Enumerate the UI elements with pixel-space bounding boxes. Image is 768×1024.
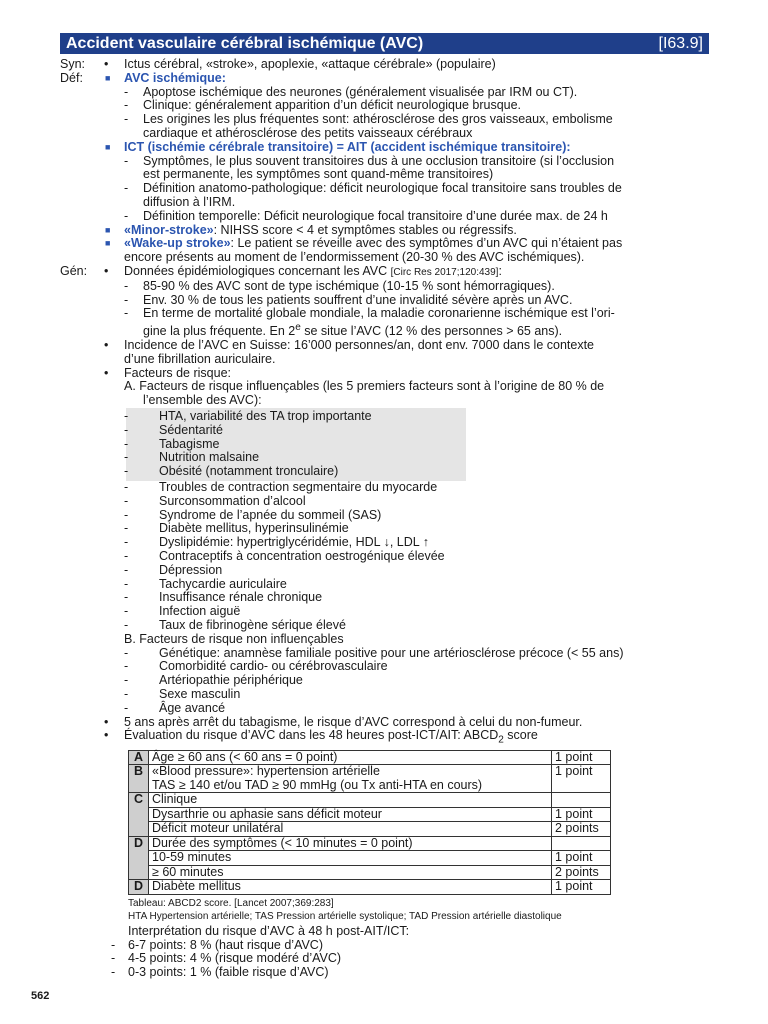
square-bullet-icon: ■ — [105, 224, 111, 235]
page-title: Accident vasculaire cérébral ischémique (AVC) — [66, 35, 424, 52]
bullet: • — [104, 728, 109, 743]
square-bullet-icon: ■ — [105, 238, 111, 249]
row-desc: Âge ≥ 60 ans (< 60 ans = 0 point) — [149, 750, 552, 765]
dash: - — [124, 450, 129, 465]
table-row — [129, 880, 611, 895]
row-desc: Déficit moteur unilatéral — [149, 822, 552, 837]
list-item: Dyslipidémie: hypertriglycéridémie, HDL ↓, LDL ↑ — [159, 535, 429, 550]
row-desc — [149, 765, 552, 793]
dash: - — [124, 700, 129, 715]
list-item-cont: diffusion à l’IRM. — [143, 194, 236, 209]
eval-text: Évaluation du risque d’AVC dans les 48 heures post-ICT/AIT: ABCD — [124, 728, 499, 743]
epi-ref: [Circ Res 2017;120:439] — [390, 266, 499, 278]
avc-title: AVC ischémique: — [124, 70, 226, 85]
epi-text: Données épidémiologiques concernant les AVC — [124, 263, 391, 278]
row-points — [552, 793, 611, 808]
dash: - — [124, 549, 129, 564]
dash: - — [124, 153, 129, 168]
table-row — [129, 750, 611, 765]
bullet: • — [104, 338, 109, 353]
row-letter-empty — [129, 865, 149, 880]
row-letter: C — [129, 793, 149, 808]
minor-stroke-title: «Minor-stroke» — [124, 222, 214, 237]
dash: - — [124, 507, 129, 522]
list-item: HTA, variabilité des TA trop importante — [159, 409, 372, 424]
dash: - — [124, 464, 129, 479]
row-desc: Clinique — [149, 793, 552, 808]
dash: - — [124, 409, 129, 424]
table-row — [129, 807, 611, 822]
eval-subscript: 2 — [498, 734, 504, 746]
title-bar — [60, 33, 709, 54]
dash: - — [124, 535, 129, 550]
row-points: 1 point — [552, 851, 611, 866]
list-item: Définition anatomo-pathologique: déficit neurologique focal transitoire sans troubles de — [143, 181, 622, 196]
dash: - — [124, 181, 129, 196]
minor-stroke-text: : NIHSS score < 4 et symptômes stables ou régressifs. — [213, 222, 517, 237]
dash: - — [124, 687, 129, 702]
list-item: Contraceptifs à concentration oestrogénique élevée — [159, 549, 445, 564]
dash: - — [124, 292, 129, 307]
list-item: Infection aiguë — [159, 604, 241, 619]
square-bullet-icon: ■ — [105, 72, 111, 83]
list-item-cont: gine la plus fréquente. En 2 — [143, 324, 296, 339]
row-desc-line2: TAS ≥ 140 et/ou TAD ≥ 90 mmHg (ou Tx anti-HTA en cours) — [152, 777, 483, 792]
list-item: Artériopathie périphérique — [159, 673, 303, 688]
row-desc-line1: «Blood pressure»: hypertension artérielle — [152, 764, 380, 779]
label-gen: Gén: — [60, 263, 88, 278]
list-item: Syndrome de l’apnée du sommeil (SAS) — [159, 507, 382, 522]
list-item: Les origines les plus fréquentes sont: athérosclérose des gros vaisseaux, embolisme — [143, 112, 613, 127]
list-item-cont: se situe l’AVC (12 % des personnes > 65 ans). — [300, 324, 563, 339]
list-item: Sédentarité — [159, 422, 223, 437]
table-row — [129, 865, 611, 880]
epi-colon: : — [498, 263, 502, 278]
list-item: Tabagisme — [159, 436, 220, 451]
row-desc: 10-59 minutes — [149, 851, 552, 866]
dash: - — [124, 208, 129, 223]
list-item: Env. 30 % de tous les patients souffrent d’une invalidité sévère après un AVC. — [143, 292, 573, 307]
incidence-text: Incidence de l’AVC en Suisse: 16’000 personnes/an, dont env. 7000 dans le contexte — [124, 338, 594, 353]
eval-end: score — [503, 728, 538, 743]
dash: - — [124, 590, 129, 605]
dash: - — [111, 937, 116, 952]
ict-title: ICT (ischémie cérébrale transitoire) = AIT (accident ischémique transitoire): — [124, 139, 571, 154]
row-letter: A — [129, 750, 149, 765]
row-letter: B — [129, 765, 149, 793]
list-item: Génétique: anamnèse familiale positive pour une artériosclérose précoce (< 55 ans) — [159, 645, 624, 660]
dash: - — [124, 98, 129, 113]
tabac-text: 5 ans après arrêt du tabagisme, le risque d’AVC correspond à celui du non-fumeur. — [124, 714, 583, 729]
section-syn — [60, 58, 710, 72]
list-item: Symptômes, le plus souvent transitoires dus à une occlusion transitoire (si l’occlusion — [143, 153, 615, 168]
table-caption: Tableau: ABCD2 score. [Lancet 2007;369:283] — [128, 897, 334, 909]
dash: - — [124, 673, 129, 688]
section-def — [60, 72, 710, 265]
dash: - — [124, 618, 129, 633]
list-item: Âge avancé — [159, 700, 226, 715]
section-gen — [60, 265, 710, 980]
list-item: Comorbidité cardio- ou cérébrovasculaire — [159, 659, 388, 674]
row-letter-empty — [129, 851, 149, 866]
bullet: • — [104, 57, 109, 71]
row-desc: Dysarthrie ou aphasie sans déficit moteur — [149, 807, 552, 822]
risk-factors-title: Facteurs de risque: — [124, 365, 231, 380]
list-item: Tachycardie auriculaire — [159, 576, 287, 591]
row-points: 1 point — [552, 880, 611, 895]
list-item: Taux de fibrinogène sérique élevé — [159, 618, 346, 633]
list-item: En terme de mortalité globale mondiale, la maladie coronarienne ischémique est l’ori- — [143, 306, 615, 321]
list-item: Clinique: généralement apparition d’un déficit neurologique brusque. — [143, 98, 522, 113]
dash: - — [124, 659, 129, 674]
list-item: 4-5 points: 4 % (risque modéré d’AVC) — [128, 951, 342, 966]
risk-factors-b: B. Facteurs de risque non influençables — [124, 631, 344, 646]
list-item: Diabète mellitus, hyperinsulinémie — [159, 521, 349, 536]
interpretation-title: Interprétation du risque d’AVC à 48 h post-AIT/ICT: — [128, 923, 410, 938]
list-item-cont: est permanente, les symptômes sont quand-même transitoires) — [143, 167, 494, 182]
dash: - — [124, 645, 129, 660]
list-item: Troubles de contraction segmentaire du myocarde — [159, 480, 438, 495]
dash: - — [111, 965, 116, 980]
list-item: Dépression — [159, 562, 223, 577]
row-points: 2 points — [552, 865, 611, 880]
label-syn: Syn: — [60, 57, 86, 71]
row-desc: Diabète mellitus — [149, 880, 552, 895]
risk-factors-a: A. Facteurs de risque influençables (les 5 premiers facteurs sont à l’origine de 80 % de — [124, 379, 605, 394]
wake-up-stroke-text: : Le patient se réveille avec des symptômes d’un AVC qui n’étaient pas — [230, 236, 623, 251]
row-desc: ≥ 60 minutes — [149, 865, 552, 880]
row-letter-empty — [129, 807, 149, 822]
dash: - — [124, 306, 129, 321]
table-row — [129, 836, 611, 851]
dash: - — [124, 278, 129, 293]
table-row — [129, 793, 611, 808]
incidence-text-cont: d’une fibrillation auriculaire. — [124, 351, 276, 366]
row-desc: Durée des symptômes (< 10 minutes = 0 point) — [149, 836, 552, 851]
list-item: Insuffisance rénale chronique — [159, 590, 323, 605]
row-letter: D — [129, 880, 149, 895]
list-item: Surconsommation d’alcool — [159, 493, 306, 508]
row-points: 1 point — [552, 765, 611, 793]
dash: - — [124, 521, 129, 536]
wake-up-stroke-title: «Wake-up stroke» — [124, 236, 231, 251]
dash: - — [124, 84, 129, 99]
dash: - — [111, 951, 116, 966]
table-row — [129, 765, 611, 793]
row-points: 1 point — [552, 807, 611, 822]
list-item: Sexe masculin — [159, 687, 241, 702]
top5-risk-factors-box — [126, 408, 466, 481]
list-item: Apoptose ischémique des neurones (généralement visualisée par IRM ou CT). — [143, 84, 578, 99]
bullet: • — [104, 365, 109, 380]
dash: - — [124, 436, 129, 451]
row-letter: D — [129, 836, 149, 851]
dash: - — [124, 576, 129, 591]
icd-code: [I63.9] — [658, 35, 703, 52]
list-item: Définition temporelle: Déficit neurologique focal transitoire d’une durée max. de 24 h — [143, 208, 608, 223]
list-item-cont: cardiaque et athérosclérose des petits vaisseaux cérébraux — [143, 125, 473, 140]
interpretation — [112, 925, 710, 980]
list-item: Nutrition malsaine — [159, 450, 260, 465]
row-points — [552, 836, 611, 851]
bullet: • — [104, 263, 109, 278]
table-row — [129, 822, 611, 837]
superscript: e — [295, 322, 301, 334]
table-legend: HTA Hypertension artérielle; TAS Pression artérielle systolique; TAD Pression artérielle diastolique — [128, 910, 562, 922]
dash: - — [124, 604, 129, 619]
list-item: 0-3 points: 1 % (faible risque d’AVC) — [128, 965, 329, 980]
square-bullet-icon: ■ — [105, 141, 111, 152]
bullet: • — [104, 714, 109, 729]
dash: - — [124, 562, 129, 577]
dash: - — [124, 112, 129, 127]
dash: - — [124, 480, 129, 495]
row-points: 2 points — [552, 822, 611, 837]
dash: - — [124, 422, 129, 437]
content — [60, 58, 710, 980]
dash: - — [124, 493, 129, 508]
page-number: 562 — [31, 990, 50, 1002]
abcd2-score-table — [128, 750, 611, 895]
list-item: 6-7 points: 8 % (haut risque d’AVC) — [128, 937, 324, 952]
row-letter-empty — [129, 822, 149, 837]
wake-up-stroke-text-cont: encore présents au moment de l’endormissement (20-30 % des AVC ischémiques). — [124, 250, 585, 265]
row-points: 1 point — [552, 750, 611, 765]
label-def: Déf: — [60, 70, 83, 85]
list-item: Obésité (notamment tronculaire) — [159, 464, 339, 479]
table-row — [129, 851, 611, 866]
syn-text: Ictus cérébral, «stroke», apoplexie, «attaque cérébrale» (populaire) — [124, 57, 496, 71]
list-item: 85-90 % des AVC sont de type ischémique (10-15 % sont hémorragiques). — [143, 278, 555, 293]
risk-factors-a-cont: l’ensemble des AVC): — [143, 393, 262, 408]
